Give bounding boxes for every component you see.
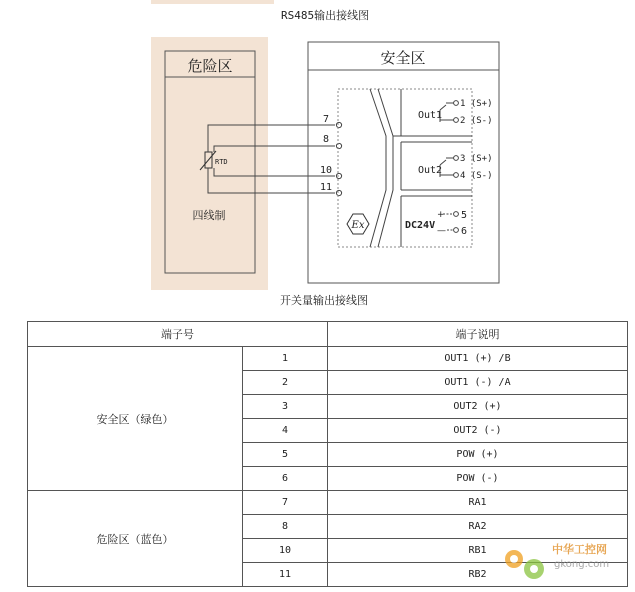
switch-output-caption: 开关量输出接线图 — [280, 294, 368, 307]
terminal-8 — [336, 143, 341, 148]
terminal-4 — [454, 173, 459, 178]
terminal-cell: 11 — [243, 563, 328, 587]
watermark-brand: 中华工控网 — [552, 543, 607, 556]
terminal-cell: 5 — [243, 443, 328, 467]
terminal-cell: 1 — [243, 347, 328, 371]
desc-cell: POW (-) — [328, 467, 628, 491]
desc-cell: RB2 — [328, 563, 628, 587]
terminal-cell: 6 — [243, 467, 328, 491]
desc-cell: OUT1 (+) /B — [328, 347, 628, 371]
desc-cell: OUT1 (-) /A — [328, 371, 628, 395]
safe-zone-title: 安全区 — [380, 49, 426, 67]
terminal-cell: 10 — [243, 539, 328, 563]
out1-relay-contact — [440, 103, 454, 122]
desc-cell: POW (+) — [328, 443, 628, 467]
terminal-cell: 2 — [243, 371, 328, 395]
terminal-4-label: 4 (S-) — [460, 171, 493, 181]
site-watermark — [500, 537, 630, 585]
power-minus-sign: — — [437, 226, 446, 236]
terminal-cell: 4 — [243, 419, 328, 443]
terminal-3 — [454, 156, 459, 161]
terminal-6 — [454, 228, 459, 233]
desc-cell: OUT2 (+) — [328, 395, 628, 419]
power-label: DC24V — [405, 220, 436, 231]
rtd-label: RTD — [215, 158, 228, 166]
terminal-cell: 7 — [243, 491, 328, 515]
ex-mark-label: Ex — [351, 220, 365, 231]
terminal-1-label: 1 (S+) — [460, 99, 493, 109]
terminal-11 — [336, 190, 341, 195]
terminal-2-label: 2 (S-) — [460, 116, 493, 126]
header-terminal-desc: 端子说明 — [328, 322, 628, 347]
table-header-row — [28, 322, 628, 347]
terminal-7-label: 7 — [323, 114, 330, 125]
terminal-cell: 8 — [243, 515, 328, 539]
out1-label: Out1 — [418, 110, 443, 121]
rs485-caption: RS485输出接线图 — [281, 9, 370, 22]
table-row — [28, 347, 628, 371]
zone-cell-safe: 安全区（绿色） — [28, 347, 243, 491]
desc-cell: OUT2 (-) — [328, 419, 628, 443]
zone-cell-danger: 危险区（蓝色） — [28, 491, 243, 587]
danger-zone-title: 危险区 — [187, 57, 233, 75]
table-row — [28, 491, 628, 515]
terminal-5-label: 5 — [461, 210, 468, 221]
wiring-mode-label: 四线制 — [192, 209, 226, 222]
terminal-8-label: 8 — [323, 134, 330, 145]
header-terminal-no: 端子号 — [28, 322, 328, 347]
terminal-6-label: 6 — [461, 226, 468, 237]
watermark-domain: gkong.com — [554, 559, 610, 570]
terminal-10 — [336, 173, 341, 178]
out2-relay-contact — [440, 158, 454, 177]
desc-cell: RA2 — [328, 515, 628, 539]
terminal-cell: 3 — [243, 395, 328, 419]
terminal-5 — [454, 212, 459, 217]
terminal-11-label: 11 — [320, 182, 333, 193]
terminal-7 — [336, 122, 341, 127]
terminal-3-label: 3 (S+) — [460, 154, 493, 164]
terminal-2 — [454, 118, 459, 123]
terminal-10-label: 10 — [320, 165, 333, 176]
out2-label: Out2 — [418, 165, 443, 176]
desc-cell: RB1 — [328, 539, 628, 563]
power-plus-sign: + — [437, 210, 445, 220]
terminal-1 — [454, 101, 459, 106]
desc-cell: RA1 — [328, 491, 628, 515]
